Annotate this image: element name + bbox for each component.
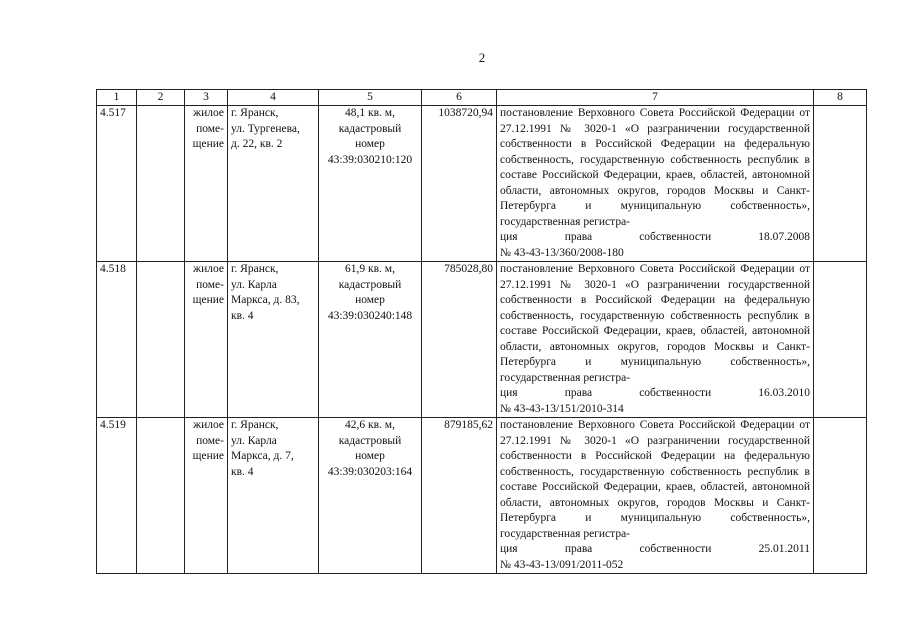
address-line: г. Яранск, bbox=[231, 263, 279, 275]
registration-number: № 43-43-13/360/2008-180 bbox=[500, 246, 624, 259]
cell-col2 bbox=[137, 262, 185, 418]
column-header-4: 4 bbox=[228, 90, 319, 106]
property-type-line: жилое bbox=[193, 107, 224, 119]
property-type-line: щение bbox=[192, 450, 224, 462]
address-line: ул. Тургенева, bbox=[231, 122, 300, 135]
ownership-basis bbox=[497, 418, 814, 574]
property-type bbox=[185, 418, 228, 574]
area-line: 48,1 кв. м, bbox=[345, 107, 395, 119]
area-line: номер bbox=[355, 138, 385, 150]
cell-col2 bbox=[137, 106, 185, 262]
column-header-3: 3 bbox=[185, 90, 228, 106]
basis-registration-line: ция права собственности 16.03.2010 bbox=[500, 387, 810, 399]
basis-registration-line: ция права собственности 25.01.2011 bbox=[500, 543, 810, 555]
column-header-6: 6 bbox=[422, 90, 497, 106]
property-area bbox=[319, 262, 422, 418]
address-line: кв. 4 bbox=[231, 309, 254, 322]
area-line: 42,6 кв. м, bbox=[345, 419, 395, 431]
property-type bbox=[185, 262, 228, 418]
address-line: Маркса, д. 83, bbox=[231, 294, 300, 306]
column-header-1: 1 bbox=[97, 90, 137, 106]
property-type-line: поме- bbox=[196, 434, 224, 447]
table-row bbox=[97, 418, 867, 574]
row-number: 4.517 bbox=[97, 106, 137, 262]
address-line: ул. Карла bbox=[231, 278, 277, 291]
column-header-7: 7 bbox=[497, 90, 814, 106]
page-number: 2 bbox=[478, 50, 486, 65]
basis-text: постановление Верховного Совета Российской Федерации от 27.12.1991 № 3020-1 «О разграничении государственной собственности в Российской Федерации на федеральную собственность, государственную собственность республик в составе Российской Федерации, краев, областей, автономной области, автономных округов, городов Москвы и Санкт-Петербурга и муниципальную собственность», государственная регистра- bbox=[500, 263, 810, 384]
row-number: 4.518 bbox=[97, 262, 137, 418]
column-header-2: 2 bbox=[137, 90, 185, 106]
cadastral-number: 43:39:030240:148 bbox=[327, 309, 413, 322]
registration-number: № 43-43-13/091/2011-052 bbox=[500, 558, 624, 571]
property-type bbox=[185, 106, 228, 262]
area-line: номер bbox=[355, 450, 385, 462]
property-type-line: поме- bbox=[196, 122, 224, 135]
property-area bbox=[319, 418, 422, 574]
area-line: кадастровый bbox=[338, 278, 402, 291]
property-address bbox=[228, 106, 319, 262]
property-type-line: щение bbox=[192, 138, 224, 150]
area-line: 61,9 кв. м, bbox=[345, 263, 395, 275]
address-line: кв. 4 bbox=[231, 465, 254, 478]
cell-col2 bbox=[137, 418, 185, 574]
header-row bbox=[97, 90, 867, 106]
basis-text: постановление Верховного Совета Российской Федерации от 27.12.1991 № 3020-1 «О разграничении государственной собственности в Российской Федерации на федеральную собственность, государственную собственность республик в составе Российской Федерации, краев, областей, автономной области, автономных округов, городов Москвы и Санкт-Петербурга и муниципальную собственность», государственная регистра- bbox=[500, 107, 810, 228]
property-registry-table bbox=[96, 89, 867, 574]
cell-col8 bbox=[814, 262, 867, 418]
cell-col8 bbox=[814, 418, 867, 574]
table-row bbox=[97, 262, 867, 418]
basis-registration-line: ция права собственности 18.07.2008 bbox=[500, 231, 810, 243]
cadastral-number: 43:39:030210:120 bbox=[327, 153, 413, 166]
ownership-basis bbox=[497, 262, 814, 418]
address-line: Маркса, д. 7, bbox=[231, 450, 294, 462]
ownership-basis bbox=[497, 106, 814, 262]
address-line: д. 22, кв. 2 bbox=[231, 138, 283, 150]
cadastral-number: 43:39:030203:164 bbox=[327, 465, 413, 478]
area-line: кадастровый bbox=[338, 122, 402, 135]
property-type-line: щение bbox=[192, 294, 224, 306]
address-line: ул. Карла bbox=[231, 434, 277, 447]
column-header-5: 5 bbox=[319, 90, 422, 106]
address-line: г. Яранск, bbox=[231, 107, 279, 119]
cell-col8 bbox=[814, 106, 867, 262]
column-header-8: 8 bbox=[814, 90, 867, 106]
property-type-line: поме- bbox=[196, 278, 224, 291]
area-line: номер bbox=[355, 294, 385, 306]
area-line: кадастровый bbox=[338, 434, 402, 447]
property-area bbox=[319, 106, 422, 262]
basis-text: постановление Верховного Совета Российской Федерации от 27.12.1991 № 3020-1 «О разграничении государственной собственности в Российской Федерации на федеральную собственность, государственную собственность республик в составе Российской Федерации, краев, областей, автономной области, автономных округов, городов Москвы и Санкт-Петербурга и муниципальную собственность», государственная регистра- bbox=[500, 419, 810, 540]
row-number: 4.519 bbox=[97, 418, 137, 574]
property-address bbox=[228, 262, 319, 418]
registration-number: № 43-43-13/151/2010-314 bbox=[500, 402, 624, 415]
property-cost: 785028,80 bbox=[422, 262, 497, 418]
property-cost: 1038720,94 bbox=[422, 106, 497, 262]
property-cost: 879185,62 bbox=[422, 418, 497, 574]
address-line: г. Яранск, bbox=[231, 419, 279, 431]
property-type-line: жилое bbox=[193, 419, 224, 431]
property-address bbox=[228, 418, 319, 574]
property-type-line: жилое bbox=[193, 263, 224, 275]
table-row bbox=[97, 106, 867, 262]
